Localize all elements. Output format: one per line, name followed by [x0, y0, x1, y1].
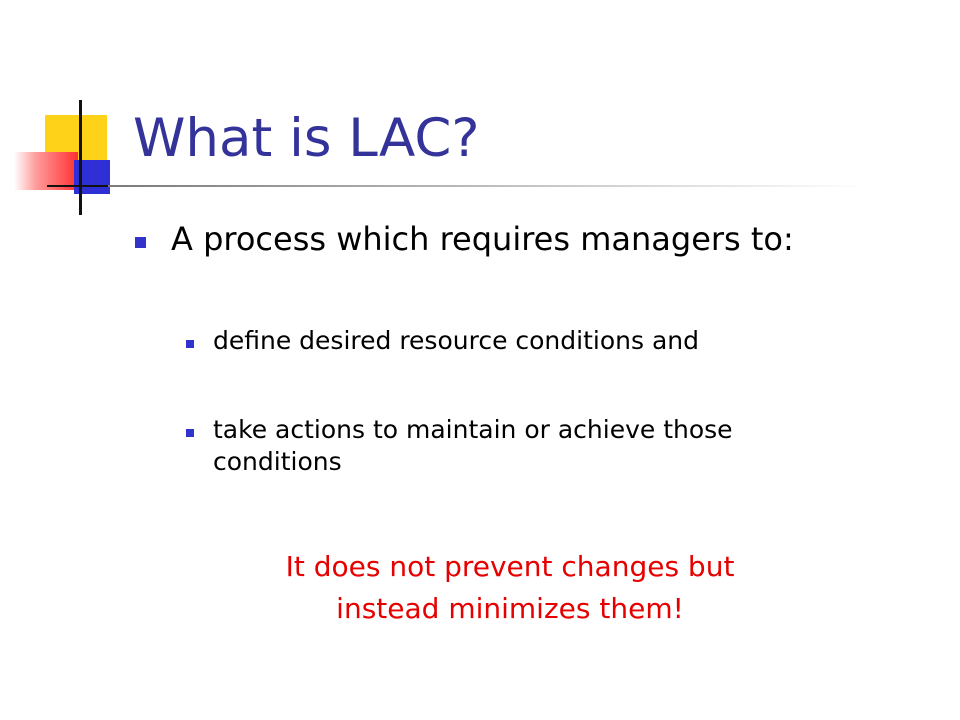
bullet-text: A process which requires managers to:: [171, 220, 794, 258]
sub-bullet-item: [186, 325, 806, 357]
square-bullet-icon: [186, 340, 194, 348]
logo-vertical-line: [79, 100, 82, 215]
sub-bullet-item: [186, 414, 806, 478]
square-bullet-icon: [135, 237, 146, 248]
sub-bullet-text: take actions to maintain or achieve those conditions: [213, 415, 733, 476]
square-bullet-icon: [186, 429, 194, 437]
bullet-item: [135, 218, 855, 260]
sub-bullet-text: define desired resource conditions and: [213, 326, 699, 355]
title-underline-rule: [108, 185, 868, 187]
highlight-note: It does not prevent changes but instead minimizes them!: [285, 550, 735, 625]
slide-title: What is LAC?: [133, 108, 480, 169]
logo-horizontal-line: [47, 185, 115, 187]
